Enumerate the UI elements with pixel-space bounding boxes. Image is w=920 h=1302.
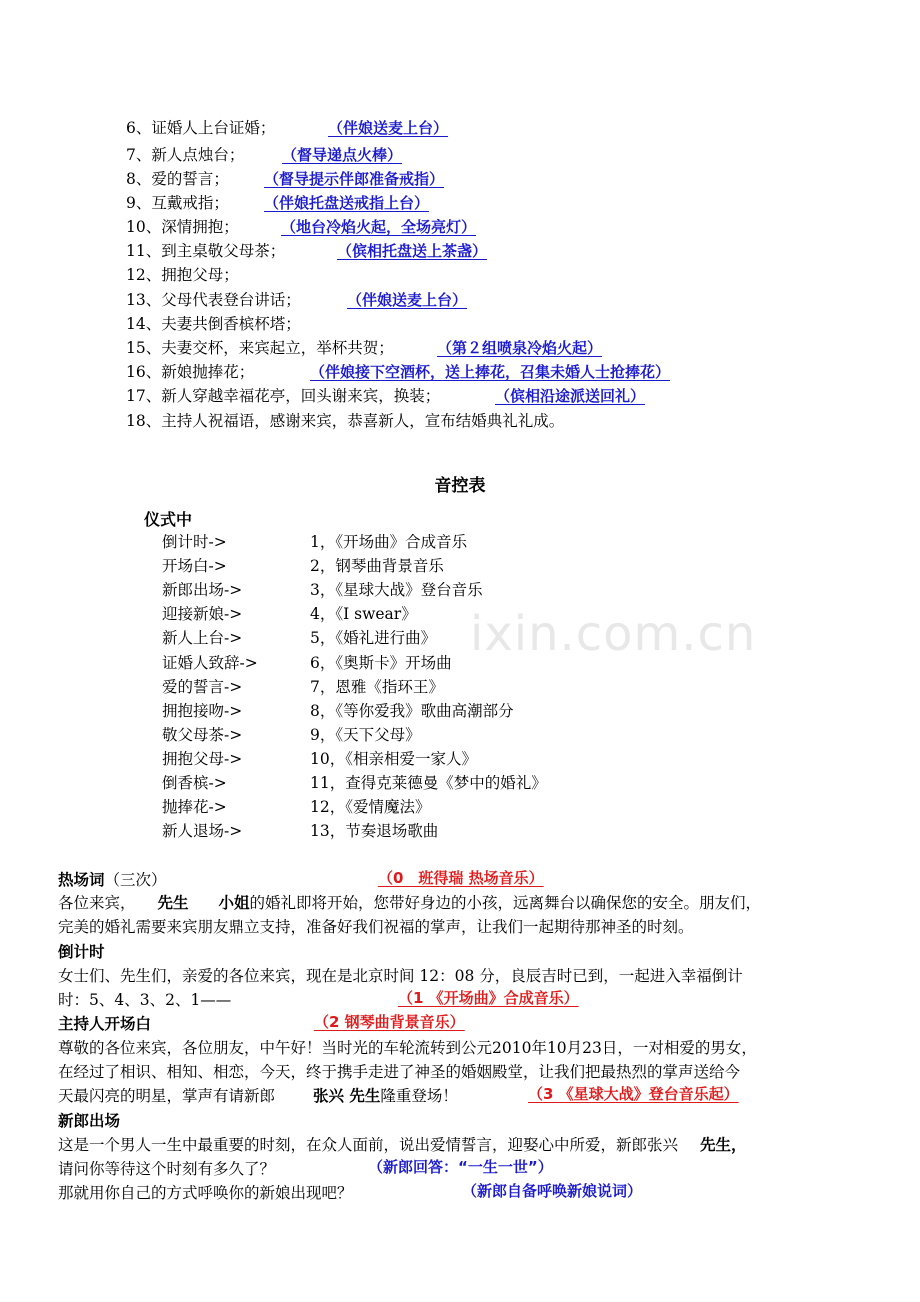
step-14: 14、夫妻共倒香槟杯塔； xyxy=(126,315,301,333)
step-13: 13、父母代表登台讲话； xyxy=(126,291,301,309)
music-cell: 2，钢琴曲背景音乐 xyxy=(310,557,444,575)
text-span: 天最闪亮的明星，掌声有请新郎 xyxy=(58,1087,276,1105)
music-cell: 13，节奏退场歌曲 xyxy=(310,822,439,840)
step-11: 11、到主桌敬父母茶； xyxy=(126,242,286,260)
warmup-line-1 xyxy=(58,891,761,913)
step-15: 15、夫妻交杯，来宾起立，举杯共贺； xyxy=(126,339,394,357)
step-8-note: （督导提示伴郎准备戒指） xyxy=(264,170,445,188)
warmup-heading-suffix: （三次） xyxy=(104,871,167,889)
music-cell: 9，《天下父母》 xyxy=(310,726,421,744)
step-9-note: （伴娘托盘送戒指上台） xyxy=(264,194,430,212)
step-16: 16、新娘抛捧花； xyxy=(126,363,255,381)
warmup-heading xyxy=(58,868,167,890)
groom-line-3: 那就用你自己的方式呼唤你的新娘出现吧？ xyxy=(58,1184,353,1202)
groom-name: 张兴 先生 xyxy=(313,1087,381,1105)
cue-cell: 敬父母茶-> xyxy=(162,726,243,744)
step-8: 8、爱的誓言； xyxy=(126,170,229,188)
step-16-note: （伴娘接下空酒杯，送上捧花，召集未婚人士抢捧花） xyxy=(310,363,671,381)
music-cell: 6，《奥斯卡》开场曲 xyxy=(310,654,452,672)
cue-cell: 爱的誓言-> xyxy=(162,678,243,696)
cue-cell: 倒香槟-> xyxy=(162,774,227,792)
opening-line3-music: （3 《星球大战》登台音乐起） xyxy=(528,1085,739,1103)
countdown-line-2: 时：5、4、3、2、1—— xyxy=(58,991,232,1009)
warmup-line-2: 完美的婚礼需要来宾朋友鼎立支持，准备好我们祝福的掌声，让我们一起期待那神圣的时刻。 xyxy=(58,918,694,936)
cue-cell: 证婚人致辞-> xyxy=(162,654,258,672)
opening-line-1: 尊敬的各位来宾，各位朋友，中午好！当时光的车轮流转到公元2010年10月23日，一对相爱的男女， xyxy=(58,1039,757,1057)
text-span: 的婚礼即将开始，您带好身边的小孩，远离舞台以确保您的安全。朋友们， xyxy=(249,894,762,912)
step-15-note: （第２组喷泉冷焰火起） xyxy=(437,339,603,357)
music-cell: 5，《婚礼进行曲》 xyxy=(310,629,437,647)
groom-line2-note: （新郎回答：“一生一世”） xyxy=(368,1158,553,1176)
step-12: 12、拥抱父母； xyxy=(126,266,239,284)
text-span: 各位来宾， xyxy=(58,894,136,912)
groom-heading: 新郎出场 xyxy=(58,1112,121,1130)
text-span: 这是一个男人一生中最重要的时刻，在众人面前，说出爱情誓言，迎娶心中所爱，新郎张兴 xyxy=(58,1136,679,1154)
step-6-note: （伴娘送麦上台） xyxy=(328,119,449,137)
cue-cell: 抛捧花-> xyxy=(162,798,227,816)
cue-cell: 倒计时-> xyxy=(162,533,227,551)
sound-table-title: 音控表 xyxy=(434,476,486,496)
step-10-note: （地台冷焰火起，全场亮灯） xyxy=(281,218,477,236)
countdown-heading: 倒计时 xyxy=(58,943,105,961)
groom-line-1 xyxy=(58,1133,747,1155)
step-17: 17、新人穿越幸福花亭，回头谢来宾，换装； xyxy=(126,387,441,405)
cue-cell: 迎接新娘-> xyxy=(162,605,243,623)
music-cell: 1，《开场曲》合成音乐 xyxy=(310,533,468,551)
cue-cell: 拥抱接吻-> xyxy=(162,702,243,720)
music-cell: 8，《等你爱我》歌曲高潮部分 xyxy=(310,702,514,720)
cue-cell: 拥抱父母-> xyxy=(162,750,243,768)
cue-cell: 开场白-> xyxy=(162,557,227,575)
groom-title: 先生， xyxy=(700,1136,747,1154)
step-11-note: （傧相托盘送上茶盏） xyxy=(337,242,488,260)
music-cell: 11，查得克莱德曼《梦中的婚礼》 xyxy=(310,774,547,792)
step-6: 6、证婚人上台证婚； xyxy=(126,119,276,137)
step-18: 18、主持人祝福语，感谢来宾，恭喜新人，宣布结婚典礼礼成。 xyxy=(126,412,565,430)
groom-line-2: 请问你等待这个时刻有多久了？ xyxy=(58,1160,276,1178)
cue-cell: 新人上台-> xyxy=(162,629,243,647)
groom-line3-note: （新郎自备呼唤新娘说词） xyxy=(462,1182,643,1200)
step-7-note: （督导递点火棒） xyxy=(282,146,403,164)
cue-cell: 新人退场-> xyxy=(162,822,243,840)
blank-name-1: 先生 xyxy=(157,894,189,912)
step-7: 7、新人点烛台； xyxy=(126,146,245,164)
warmup-heading-text: 热场词 xyxy=(58,871,105,889)
blank-name-2: 小姐 xyxy=(218,894,250,912)
music-cell: 4，《I swear》 xyxy=(310,605,417,623)
music-cell: 10，《相亲相爱一家人》 xyxy=(310,750,477,768)
watermark: ixin.com.cn xyxy=(470,606,757,662)
countdown-music: （1 《开场曲》合成音乐） xyxy=(398,989,579,1007)
step-10: 10、深情拥抱； xyxy=(126,218,239,236)
step-9: 9、互戴戒指； xyxy=(126,194,229,212)
opening-line-2: 在经过了相识、相知、相恋，今天，终于携手走进了神圣的婚姻殿堂，让我们把最热烈的掌声送给今 xyxy=(58,1063,741,1081)
warmup-music: （0 班得瑞 热场音乐） xyxy=(378,869,544,887)
cue-cell: 新郎出场-> xyxy=(162,581,243,599)
step-13-note: （伴娘送麦上台） xyxy=(347,291,468,309)
text-span: 隆重登场！ xyxy=(380,1087,458,1105)
countdown-line-1: 女士们、先生们，亲爱的各位来宾，现在是北京时间 12：08 分，良辰吉时已到，一起进入幸福倒计 xyxy=(58,967,743,985)
step-17-note: （傧相沿途派送回礼） xyxy=(495,387,646,405)
opening-heading: 主持人开场白 xyxy=(58,1015,152,1033)
ceremony-label: 仪式中 xyxy=(144,510,193,529)
opening-line-3 xyxy=(58,1084,458,1106)
music-cell: 12，《爱情魔法》 xyxy=(310,798,431,816)
music-cell: 3，《星球大战》登台音乐 xyxy=(310,581,483,599)
music-cell: 7，恩雅《指环王》 xyxy=(310,678,444,696)
opening-music: （2 钢琴曲背景音乐） xyxy=(314,1013,465,1031)
